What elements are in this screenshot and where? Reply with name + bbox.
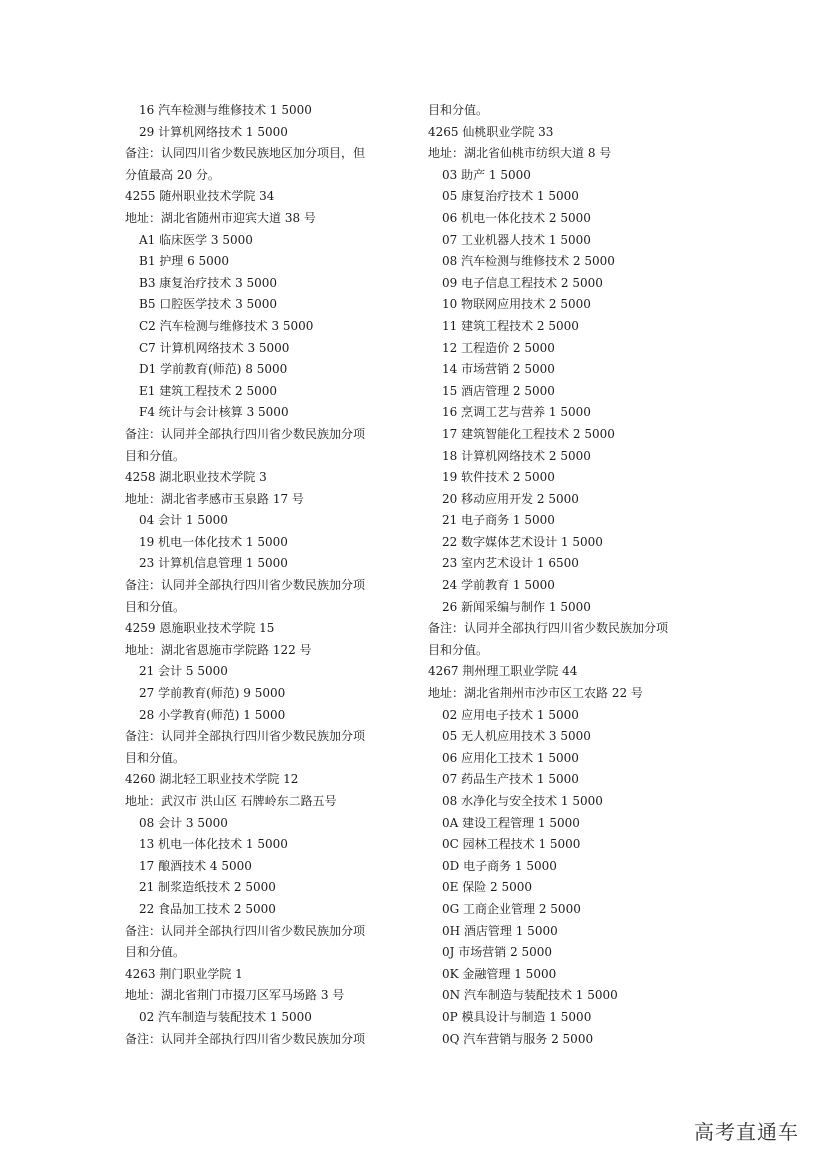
text-line: 地址：湖北省恩施市学院路 122 号: [125, 642, 312, 657]
program-row: B3 康复治疗技术 3 5000: [139, 275, 278, 290]
text-line: 目和分值。: [428, 103, 489, 117]
program-row: 20 移动应用开发 2 5000: [442, 491, 579, 506]
text-line: 目和分值。: [125, 448, 186, 463]
text-line: 4267 荆州理工职业学院 44: [428, 664, 578, 679]
program-row: F4 统计与会计核算 3 5000: [139, 405, 289, 420]
program-row: 0K 金融管理 1 5000: [442, 966, 557, 981]
program-row: 06 应用化工技术 1 5000: [442, 750, 579, 765]
text-line: 地址：湖北省孝感市玉泉路 17 号: [125, 491, 304, 506]
program-row: 0Q 汽车营销与服务 2 5000: [442, 1031, 594, 1046]
program-row: 17 酿酒技术 4 5000: [139, 858, 252, 873]
program-row: A1 临床医学 3 5000: [139, 232, 253, 247]
program-row: 29 计算机网络技术 1 5000: [139, 124, 288, 139]
program-row: 05 康复治疗技术 1 5000: [442, 189, 579, 204]
program-row: B5 口腔医学技术 3 5000: [139, 297, 278, 312]
program-row: 0P 模具设计与制造 1 5000: [442, 1009, 592, 1024]
program-row: 0D 电子商务 1 5000: [442, 858, 557, 873]
text-line: 地址：湖北省荆州市沙市区工农路 22 号: [428, 686, 643, 701]
text-line: 分值最高 20 分。: [125, 167, 220, 182]
program-row: 0N 汽车制造与装配技术 1 5000: [442, 988, 618, 1003]
program-row: 0A 建设工程管理 1 5000: [442, 815, 580, 830]
text-line: 备注：认同并全部执行四川省少数民族加分项: [125, 1031, 366, 1046]
text-line: 备注：认同并全部执行四川省少数民族加分项: [125, 923, 366, 938]
program-row: 11 建筑工程技术 2 5000: [442, 318, 579, 333]
program-row: 16 汽车检测与维修技术 1 5000: [139, 103, 312, 117]
program-row: 0C 园林工程技术 1 5000: [442, 837, 581, 852]
program-row: 27 学前教育(师范) 9 5000: [139, 686, 286, 701]
program-row: 04 会计 1 5000: [139, 513, 228, 528]
text-line: 备注：认同并全部执行四川省少数民族加分项: [125, 729, 366, 744]
program-row: 12 工程造价 2 5000: [442, 340, 555, 355]
program-row: 22 数字媒体艺术设计 1 5000: [442, 534, 603, 549]
program-row: 15 酒店管理 2 5000: [442, 383, 555, 398]
program-row: 21 会计 5 5000: [139, 664, 228, 679]
program-row: D1 学前教育(师范) 8 5000: [139, 362, 288, 377]
program-row: 28 小学教育(师范) 1 5000: [139, 707, 286, 722]
text-line: 备注：认同并全部执行四川省少数民族加分项: [125, 578, 366, 593]
program-row: 05 无人机应用技术 3 5000: [442, 729, 591, 744]
program-row: 09 电子信息工程技术 2 5000: [442, 275, 603, 290]
text-line: 4265 仙桃职业学院 33: [428, 124, 554, 139]
program-row: 16 烹调工艺与营养 1 5000: [442, 405, 591, 420]
text-line: 目和分值。: [428, 642, 489, 657]
text-line: 4263 荆门职业学院 1: [125, 966, 243, 981]
program-row: 23 室内艺术设计 1 6500: [442, 556, 579, 571]
program-row: 08 会计 3 5000: [139, 815, 228, 830]
program-row: 23 计算机信息管理 1 5000: [139, 556, 288, 571]
program-row: 0G 工商企业管理 2 5000: [442, 901, 581, 916]
program-row: 02 汽车制造与装配技术 1 5000: [139, 1009, 312, 1024]
text-line: 目和分值。: [125, 750, 186, 765]
program-row: 26 新闻采编与制作 1 5000: [442, 599, 591, 614]
program-row: 13 机电一体化技术 1 5000: [139, 837, 288, 852]
program-row: 06 机电一体化技术 2 5000: [442, 210, 591, 225]
program-row: 19 机电一体化技术 1 5000: [139, 534, 288, 549]
right-column: [428, 100, 718, 1050]
text-line: 备注：认同四川省少数民族地区加分项目，但: [125, 146, 366, 161]
text-line: 4260 湖北轻工职业技术学院 12: [125, 772, 299, 787]
text-line: 备注：认同并全部执行四川省少数民族加分项: [125, 426, 366, 441]
text-line: 地址：湖北省荆门市掇刀区军马场路 3 号: [125, 988, 345, 1003]
program-row: 07 工业机器人技术 1 5000: [442, 232, 591, 247]
text-line: 4259 恩施职业技术学院 15: [125, 621, 275, 636]
program-row: 22 食品加工技术 2 5000: [139, 901, 276, 916]
program-row: 08 汽车检测与维修技术 2 5000: [442, 254, 615, 269]
program-row: 18 计算机网络技术 2 5000: [442, 448, 591, 463]
program-row: B1 护理 6 5000: [139, 254, 230, 269]
program-row: 03 助产 1 5000: [442, 167, 531, 182]
text-line: 地址：湖北省仙桃市纺织大道 8 号: [428, 146, 612, 161]
program-row: E1 建筑工程技术 2 5000: [139, 383, 278, 398]
text-line: 备注：认同并全部执行四川省少数民族加分项: [428, 621, 669, 636]
text-line: 4258 湖北职业技术学院 3: [125, 470, 267, 485]
program-row: 14 市场营销 2 5000: [442, 362, 555, 377]
program-row: 0H 酒店管理 1 5000: [442, 923, 558, 938]
text-line: 目和分值。: [125, 599, 186, 614]
text-line: 4255 随州职业技术学院 34: [125, 189, 275, 204]
program-row: 24 学前教育 1 5000: [442, 578, 555, 593]
program-row: 21 制浆造纸技术 2 5000: [139, 880, 276, 895]
program-row: C2 汽车检测与维修技术 3 5000: [139, 318, 314, 333]
program-row: 0J 市场营销 2 5000: [442, 945, 553, 960]
program-row: 0E 保险 2 5000: [442, 880, 533, 895]
left-column: [125, 100, 410, 1050]
program-row: 17 建筑智能化工程技术 2 5000: [442, 426, 615, 441]
program-row: 21 电子商务 1 5000: [442, 513, 555, 528]
text-line: 地址：湖北省随州市迎宾大道 38 号: [125, 210, 316, 225]
program-row: 02 应用电子技术 1 5000: [442, 707, 579, 722]
text-line: 地址：武汉市 洪山区 石牌岭东二路五号: [125, 794, 337, 808]
program-row: 08 水净化与安全技术 1 5000: [442, 794, 603, 808]
text-line: 目和分值。: [125, 945, 186, 960]
program-row: C7 计算机网络技术 3 5000: [139, 340, 290, 355]
program-row: 07 药品生产技术 1 5000: [442, 772, 579, 787]
program-row: 19 软件技术 2 5000: [442, 470, 555, 485]
watermark: 高考直通车: [694, 1120, 799, 1144]
program-row: 10 物联网应用技术 2 5000: [442, 297, 591, 312]
